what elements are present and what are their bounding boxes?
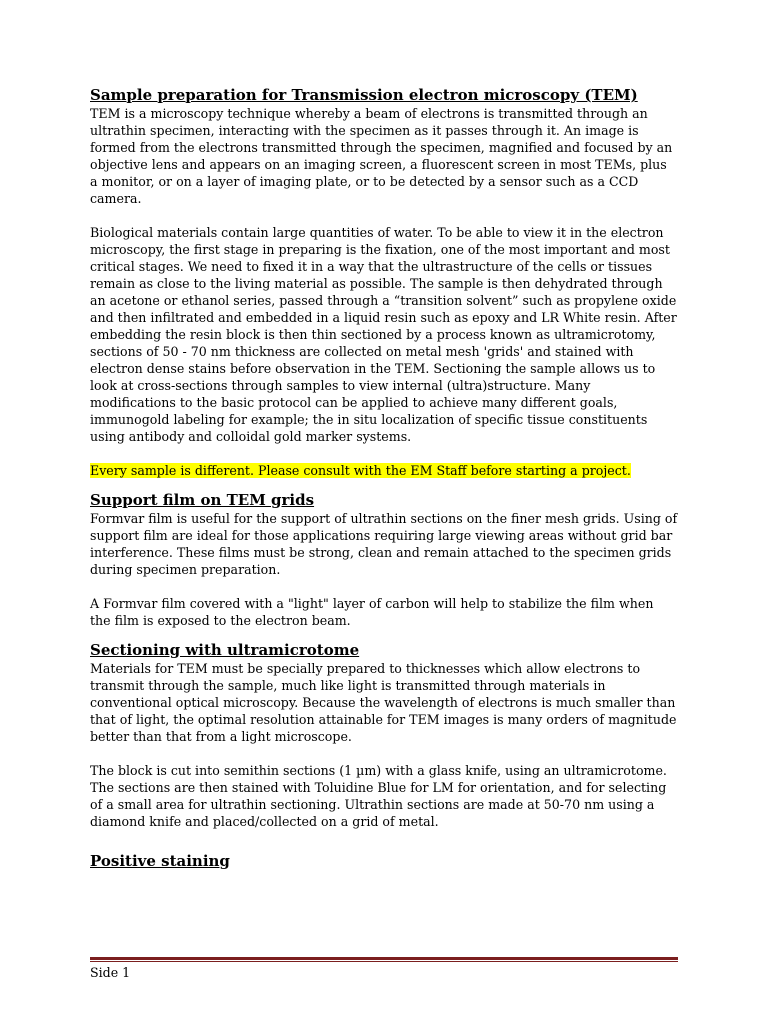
positive-staining-heading: Positive staining [90,852,230,870]
highlight-text: Every sample is different. Please consult with the EM Staff before starting a project. [90,463,631,478]
intro-paragraph: TEM is a microscopy technique whereby a beam of electrons is transmitted through an ultrathin specimen, interacting with the specimen as it passes through it. An image is formed from the electrons transmitted through the specimen, magnified and focused by an objective lens and appears on an imaging screen, a fluorescent screen in most TEMs, plus a monitor, or on a layer of imaging plate, or to be detected by a sensor such as a CCD camera. [90,106,673,206]
page-title: Sample preparation for Transmission electron microscopy (TEM) [90,86,638,104]
biological-paragraph: Biological materials contain large quantities of water. To be able to view it in the electron microscopy, the first stage in preparing is the fixation, one of the most important and most critical stages. We need to fixed it in a way that the ultrastructure of the cells or tissues remain as close to the living material as possible. The sample is then dehydrated through an acetone or ethanol series, passed through a “transition solvent” such as propylene oxide and then infiltrated and embedded in a liquid resin such as epoxy and LR White resin. After embedding the resin block is then thin sectioned by a process known as ultramicrotomy, sections of 50 - 70 nm thickness are collected on metal mesh 'grids' and stained with electron dense stains before observation in the TEM. Sectioning the sample allows us to look at cross-sections through samples to view internal (ultra)structure. Many modifications to the basic protocol can be applied to achieve many different goals, immunogold labeling for example; the in situ localization of specific tissue constituents using antibody and colloidal gold marker systems. [90,225,677,444]
sectioning-paragraph-2: The block is cut into semithin sections (1 µm) with a glass knife, using an ultramicrotome. The sections are then stained with Toluidine Blue for LM for orientation, and for selecting of a small area for ultrathin sectioning. Ultrathin sections are made at 50-70 nm using a diamond knife and placed/collected on a grid of metal. [90,763,667,829]
footer-divider [90,957,678,962]
support-film-paragraph-2: A Formvar film covered with a "light" layer of carbon will help to stabilize the film when the film is exposed to the electron beam. [90,596,654,628]
support-film-paragraph-1: Formvar film is useful for the support of ultrathin sections on the finer mesh grids. Using of support film are ideal for those applications requiring large viewing areas without grid bar interference. These films must be strong, clean and remain attached to the specimen grids during specimen preparation. [90,511,678,577]
sectioning-paragraph-1: Materials for TEM must be specially prepared to thicknesses which allow electrons to transmit through the sample, much like light is transmitted through materials in conventional optical microscopy. Because the wavelength of electrons is much smaller than that of light, the optimal resolution attainable for TEM images is many orders of magnitude better than that from a light microscope. [90,661,677,744]
document-page [90,86,678,871]
page-number: Side 1 [90,965,131,980]
highlight-note [90,462,678,479]
support-film-heading: Support film on TEM grids [90,491,315,509]
sectioning-heading: Sectioning with ultramicrotome [90,641,360,659]
